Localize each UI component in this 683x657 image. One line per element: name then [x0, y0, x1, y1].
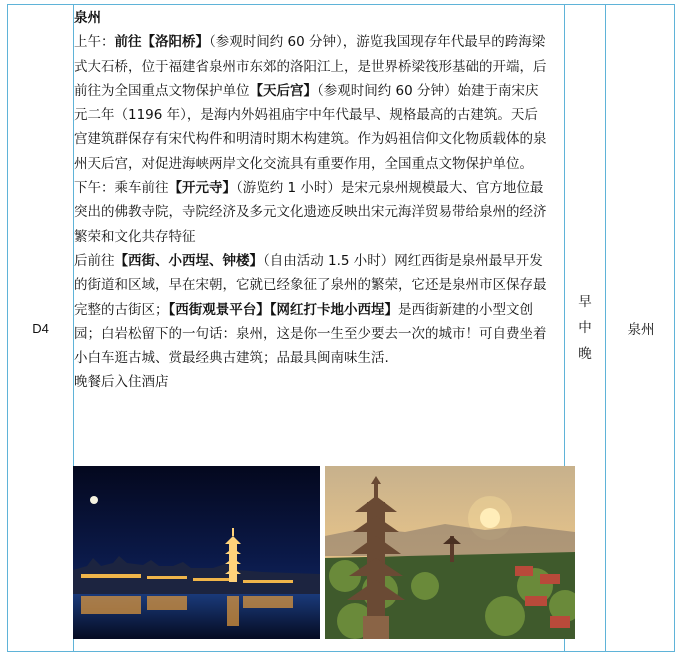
meal-dinner: 晚 — [578, 346, 592, 362]
overnight-city-cell — [606, 5, 676, 651]
morning-destination: 前往【洛阳桥】 — [114, 34, 209, 51]
meal-lunch: 中 — [578, 320, 592, 336]
west-street-places: 【西街、小西埕、钟楼】 — [114, 252, 263, 269]
meal-breakfast: 早 — [578, 294, 592, 310]
west-street-paragraph: 后前往【西街、小西埕、钟楼】（自由活动 1.5 小时）网红西街是泉州最早开发的街道和区域，早在宋朝，它就已经象征了泉州的繁荣，它还是泉州市区保存最完整的古街区；【西街观景平台】【网红打卡地小西埕】是西街新建的小型文创园；白岩松留下的一句话：泉州，这是你一生至少要去一次的城市！可自费坐着小白车逛古城、赏最经典古建筑；品最具闽南味生活. — [74, 252, 547, 367]
night-pagoda-photo — [73, 466, 320, 639]
section-heading: 泉州 — [74, 10, 101, 26]
overnight-city: 泉州 — [627, 322, 655, 338]
afternoon-paragraph: 下午：乘车前往【开元寺】（游览约 1 小时）是宋元泉州规模最大、官方地位最突出的佛教寺院，寺院经济及多元文化遗迹反映出宋元海洋贸易带给泉州的经济繁荣和文化共存特征 — [74, 180, 547, 245]
evening-paragraph: 晚餐后入住酒店 — [74, 374, 169, 391]
itinerary-content — [74, 6, 550, 395]
tianhou-temple: 【天后宫】 — [249, 82, 317, 99]
day-cell — [8, 5, 73, 651]
day-label: D4 — [32, 320, 49, 336]
pagoda-sunset-photo — [325, 466, 575, 639]
west-street-spots: 【西街观景平台】【网红打卡地小西埕】 — [168, 301, 398, 318]
kaiyuan-temple: 【开元寺】 — [168, 180, 236, 197]
morning-paragraph: 上午：前往【洛阳桥】（参观时间约 60 分钟），游览我国现存年代最早的跨海梁式大石桥，位于福建省泉州市东郊的洛阳江上，是世界桥梁筏形基础的开端，后前往为全国重点文物保护单位【天后宫】（参观时间约 60 分钟）始建于南宋庆元二年（1196 年），是海内外妈祖庙宇中年代最早、规格最高的古建筑。天后宫建筑群保存有宋代构件和明清时期木构建筑。作为妈祖信仰文化物质载体的泉州天后宫，对促进海峡两岸文化交流具有重要作用，全国重点文物保护单位。 — [74, 34, 547, 172]
